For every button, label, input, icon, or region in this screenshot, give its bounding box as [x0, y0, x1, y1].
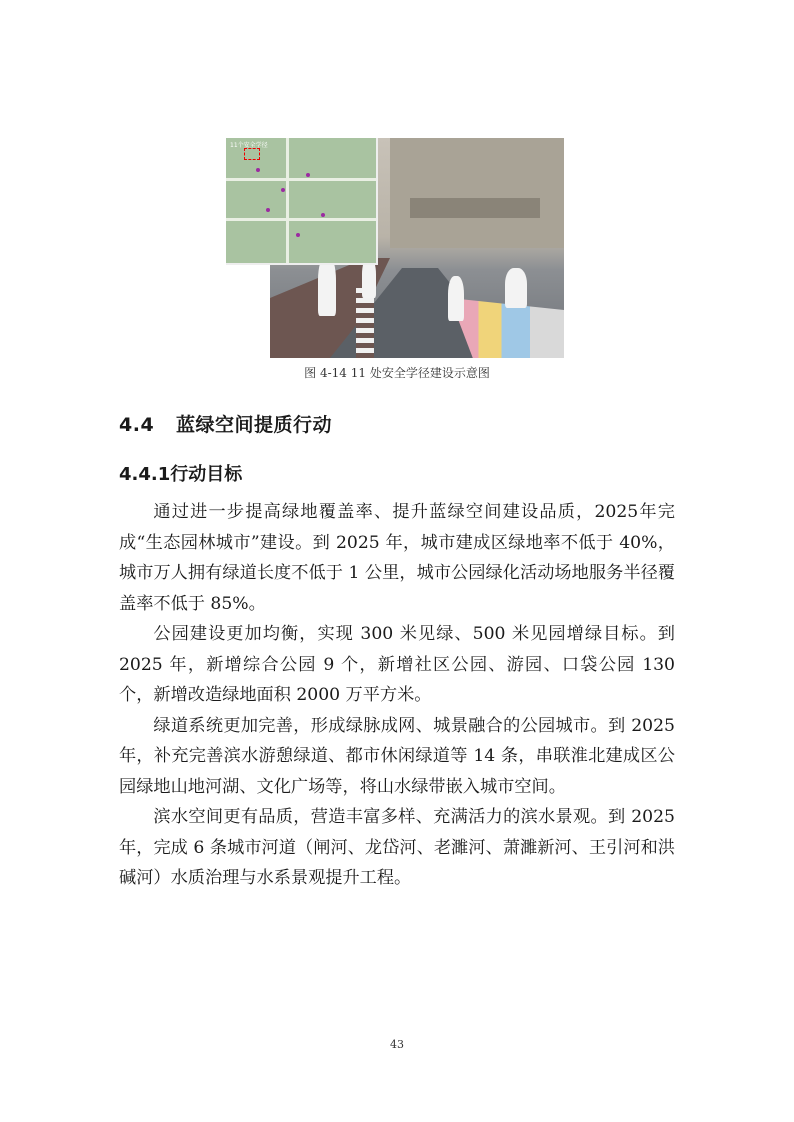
paragraph: 公园建设更加均衡，实现 300 米见绿、500 米见园增绿目标。到 2025 年，新增综合公园 9 个，新增社区公园、游园、口袋公园 130 个，新增改造绿地面积 2000 万平方米。: [119, 624, 675, 705]
figure-caption: 图 4-14 11 处安全学径建设示意图: [304, 366, 490, 380]
map-road: [286, 138, 289, 263]
map-marker: [321, 213, 325, 217]
body-text: [119, 497, 675, 894]
subsection-heading: 4.4.1行动目标: [119, 464, 243, 485]
person-figure: [505, 268, 527, 308]
crosswalk: [356, 288, 374, 358]
section-heading: [119, 410, 332, 437]
figure-image: [230, 138, 564, 358]
map-road: [226, 218, 376, 221]
section-number: 4.4: [119, 414, 155, 436]
map-marker: [281, 188, 285, 192]
section-title: 蓝绿空间提质行动: [176, 414, 333, 436]
map-title: 11个安全学径: [230, 142, 268, 149]
map-marker: [256, 168, 260, 172]
shop-sign: [410, 198, 540, 218]
page-number: 43: [390, 1038, 404, 1051]
paragraph: 通过进一步提高绿地覆盖率、提升蓝绿空间建设品质，2025年完成“生态园林城市”建设。到 2025 年，城市建成区绿地率不低于 40%，城市万人拥有绿道长度不低于 1 公里，城市公园绿化活动场地服务半径覆盖率不低于 85%。: [119, 502, 675, 614]
person-figure: [318, 256, 336, 316]
map-marker: [306, 173, 310, 177]
map-marker: [296, 233, 300, 237]
map-highlight-box: [244, 148, 260, 160]
person-figure: [448, 276, 464, 321]
building: [390, 138, 564, 248]
paragraph: 滨水空间更有品质，营造丰富多样、充满活力的滨水景观。到 2025 年，完成 6 条城市河道（闸河、龙岱河、老濉河、萧濉新河、王引河和洪碱河）水质治理与水系景观提升工程。: [119, 807, 675, 888]
map-thumbnail: [226, 138, 378, 265]
paragraph: 绿道系统更加完善，形成绿脉成网、城景融合的公园城市。到 2025 年，补充完善滨水游憩绿道、都市休闲绿道等 14 条，串联淮北建成区公园绿地山地河湖、文化广场等，将山水绿带嵌入城市空间。: [119, 715, 675, 797]
map-road: [226, 178, 376, 181]
map-marker: [266, 208, 270, 212]
